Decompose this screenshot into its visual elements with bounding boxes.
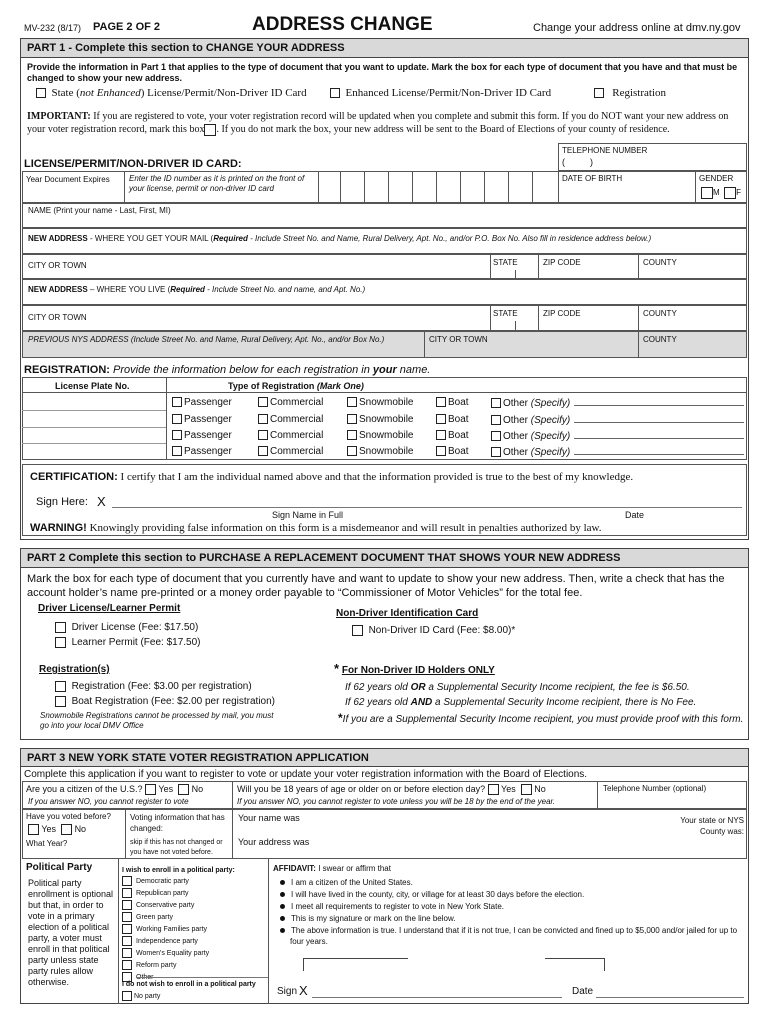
important-text-end: . If you do not mark the box, your new address will be sent to the Board of Elections of your county of residence. — [216, 124, 670, 135]
important-label: IMPORTANT: — [27, 111, 91, 122]
affidavit-text: I swear or affirm that — [315, 864, 391, 873]
checkbox[interactable] — [172, 446, 182, 456]
name-was-label: Your name was — [238, 813, 300, 823]
registration-type-option[interactable] — [436, 397, 469, 408]
checkbox[interactable] — [122, 948, 132, 958]
specify-label: (Specify) — [530, 398, 571, 409]
affidavit-item — [280, 925, 740, 947]
registration-type-label: Passenger — [184, 397, 232, 408]
label-note: - Include Street No. and name, and Apt. No.) — [204, 285, 366, 294]
part1-heading: PART 1 - Complete this section to CHANGE YOUR ADDRESS — [20, 38, 749, 58]
political-party-note: Political party enrollment is optional but that, in order to vote in a primary election of a political party, a voter must enroll in that political party unless state party rules allow otherwise. — [28, 878, 114, 987]
checkbox[interactable] — [172, 430, 182, 440]
registration-type-option[interactable] — [258, 414, 323, 425]
zip-label: ZIP CODE — [543, 309, 581, 318]
bullet-icon — [280, 904, 285, 909]
plate-column-header: License Plate No. — [55, 381, 130, 391]
signature-line[interactable] — [112, 507, 742, 508]
option-label: No party — [133, 992, 161, 1000]
voter-sign-label: Sign — [277, 986, 298, 997]
registration-type-option[interactable] — [347, 430, 413, 441]
registration-type-option[interactable] — [436, 414, 469, 425]
checkbox[interactable] — [172, 414, 182, 424]
checkbox[interactable] — [436, 397, 446, 407]
cert-statement: I certify that I am the individual named above and that the information provided is true to the best of my knowledge. — [117, 471, 634, 483]
cert-label: CERTIFICATION: — [30, 471, 118, 483]
checkbox[interactable] — [258, 397, 268, 407]
plate-row-divider — [22, 443, 166, 444]
specify-line[interactable] — [574, 446, 744, 455]
party-option[interactable] — [122, 948, 209, 958]
registration-type-option[interactable] — [436, 430, 469, 441]
specify-line[interactable] — [574, 430, 744, 439]
option-label: Boat Registration (Fee: $2.00 per registration) — [71, 696, 275, 708]
dl-heading: Driver License/Learner Permit — [38, 603, 181, 614]
affidavit-text: I will have lived in the county, city, or village for at least 30 days before the election. — [291, 890, 585, 899]
no-label: No — [534, 784, 546, 794]
registration-type-option[interactable] — [491, 397, 744, 409]
registration-type-option[interactable] — [172, 414, 232, 425]
signature-bracket-right — [545, 958, 605, 971]
asterisk: * — [334, 661, 340, 676]
option-label: Driver License (Fee: $17.50) — [71, 622, 199, 634]
registration-type-label: Other — [503, 398, 531, 409]
mailing-address-label — [28, 234, 651, 243]
checkbox[interactable] — [436, 414, 446, 424]
registration-type-label: Commercial — [270, 430, 324, 441]
gender-options — [701, 187, 741, 199]
voter-sign-x: X — [299, 983, 308, 998]
online-note: Change your address online at dmv.ny.gov — [533, 22, 741, 34]
registration-type-label: Passenger — [184, 430, 232, 441]
sign-x: X — [97, 494, 106, 509]
page-indicator: PAGE 2 OF 2 — [93, 21, 161, 33]
registration-type-label: Passenger — [184, 446, 232, 457]
checkbox[interactable] — [55, 622, 66, 633]
sign-full-label: Sign Name in Full — [272, 510, 344, 520]
party-label: Women's Equality party — [136, 949, 210, 957]
label-strong: NEW ADDRESS — [28, 285, 88, 294]
registration-type-label: Commercial — [270, 414, 324, 425]
registration-type-option[interactable] — [258, 446, 323, 457]
form-number: MV-232 (8/17) — [24, 23, 82, 33]
note-text: If you are a Supplemental Security Income recipient, you must provide proof with this form. — [342, 714, 744, 725]
sign-here-label: Sign Here: — [36, 496, 88, 508]
registration-type-option[interactable] — [491, 414, 744, 426]
checkbox[interactable] — [258, 446, 268, 456]
state-county-was-label: Your state or NYS County was: — [680, 816, 744, 836]
gender-m-checkbox[interactable] — [701, 187, 713, 199]
party-label: Conservative party — [136, 901, 195, 909]
checkbox[interactable] — [258, 414, 268, 424]
specify-label: (Specify) — [530, 431, 571, 442]
registration-type-label: Boat — [448, 414, 469, 425]
registration-type-option[interactable] — [172, 397, 232, 408]
warning-text — [30, 522, 601, 534]
voter-signature-line[interactable] — [312, 997, 562, 998]
political-party-heading: Political Party — [26, 862, 93, 873]
checkbox[interactable] — [258, 430, 268, 440]
registration-type-label: Snowmobile — [359, 397, 414, 408]
prev-city-label: CITY OR TOWN — [429, 335, 488, 344]
checkbox[interactable] — [172, 397, 182, 407]
checkbox[interactable] — [36, 88, 46, 98]
registration-type-label: Passenger — [184, 414, 232, 425]
specify-line[interactable] — [574, 414, 744, 423]
bullet-icon — [280, 880, 285, 885]
part3-intro: Complete this application if you want to register to vote or update your voter registration information with the Board of Elections. — [24, 769, 588, 780]
voted-before-label: Have you voted before? — [26, 812, 111, 821]
plate-row-divider — [22, 427, 166, 428]
previous-address-label: PREVIOUS NYS ADDRESS (Include Street No. and Name, Rural Delivery, Apt. No., and/or Box No.) — [28, 335, 385, 344]
ndid-heading: Non-Driver Identification Card — [336, 608, 479, 619]
registration-type-option[interactable] — [347, 414, 413, 425]
checkbox[interactable] — [122, 900, 132, 910]
citizen-note: If you answer NO, you cannot register to vote — [28, 797, 189, 806]
yes-label: Yes — [41, 824, 57, 834]
important-note — [27, 110, 747, 136]
non-driver-id-option[interactable] — [352, 625, 515, 636]
other-party-line[interactable] — [136, 977, 268, 978]
party-label: Independence party — [136, 937, 198, 945]
enter-id-label: Enter the ID number as it is printed on the front of your license, permit or non-driver ID card — [129, 174, 305, 193]
registration-fee-option[interactable] — [55, 681, 252, 692]
note-bold: OR — [410, 682, 426, 693]
enroll-heading: I wish to enroll in a political party: — [122, 867, 235, 874]
party-option[interactable] — [122, 876, 189, 886]
option-label: State ( — [51, 87, 80, 99]
year-expires-label: Year Document Expires — [26, 175, 110, 184]
zip-label: ZIP CODE — [543, 258, 581, 267]
checkbox[interactable] — [594, 88, 604, 98]
prev-county-label: COUNTY — [643, 335, 677, 344]
snowmobile-note: Snowmobile Registrations cannot be processed by mail, you must go into your local DMV Office — [40, 711, 274, 730]
county-label: COUNTY — [643, 258, 677, 267]
registration-type-label: Snowmobile — [359, 430, 414, 441]
option-registration[interactable] — [594, 87, 666, 99]
registration-type-option[interactable] — [172, 446, 232, 457]
plate-row-divider — [22, 410, 166, 411]
age-yes-checkbox[interactable] — [488, 784, 499, 795]
telephone-optional-label: Telephone Number (optional) — [603, 784, 707, 793]
type-col-note: (Mark One) — [316, 381, 364, 391]
address-was-label: Your address was — [238, 837, 310, 847]
registration-text-end: name. — [396, 364, 431, 376]
part1-intro: Provide the information in Part 1 that applies to the type of document that you want to update. Mark the box for each type of document that you have and that must be changed to show your new address. — [27, 62, 738, 83]
voted-before-options — [28, 824, 86, 835]
specify-label: (Specify) — [530, 415, 571, 426]
note-text-end: a Supplemental Security Income recipient, there is No Fee. — [432, 697, 697, 708]
voter-optout-checkbox[interactable] — [204, 124, 216, 136]
label-text: – WHERE YOU LIVE ( — [87, 285, 171, 294]
boat-registration-option[interactable] — [55, 696, 275, 707]
nd-62-or-note — [345, 682, 690, 693]
voted-no-checkbox[interactable] — [61, 824, 72, 835]
note-bold: AND — [410, 697, 433, 708]
dob-label: DATE OF BIRTH — [562, 174, 623, 183]
party-label: Working Families party — [136, 925, 208, 933]
registration-type-option[interactable] — [172, 430, 232, 441]
registration-type-label: Boat — [448, 446, 469, 457]
citizen-question — [26, 784, 203, 795]
voter-date-label: Date — [572, 986, 594, 997]
option-label: Non-Driver ID Card (Fee: $8.00)* — [368, 625, 516, 637]
registration-type-option[interactable] — [491, 430, 744, 442]
option-enhanced-license[interactable] — [330, 87, 551, 99]
affidavit-item — [280, 901, 740, 912]
party-label: Green party — [136, 913, 173, 921]
checkbox[interactable] — [436, 446, 446, 456]
age-question — [237, 784, 546, 795]
city-label: CITY OR TOWN — [28, 313, 87, 322]
license-heading: LICENSE/PERMIT/NON-DRIVER ID CARD: — [24, 158, 242, 170]
voter-date-line[interactable] — [596, 997, 744, 998]
state-label: STATE — [493, 258, 518, 267]
bullet-icon — [280, 928, 285, 933]
checkbox[interactable] — [122, 876, 132, 886]
note-text: If 62 years old — [345, 697, 411, 708]
registration-type-label: Commercial — [270, 397, 324, 408]
party-option[interactable] — [122, 912, 173, 922]
checkbox[interactable] — [436, 430, 446, 440]
bullet-icon — [280, 916, 285, 921]
voted-yes-checkbox[interactable] — [28, 824, 39, 835]
note-text-end: a Supplemental Security Income recipient, the fee is $6.50. — [425, 682, 690, 693]
specify-label: (Specify) — [530, 447, 571, 458]
citizen-yes-checkbox[interactable] — [145, 784, 156, 795]
option-label: Enhanced License/Permit/Non-Driver ID Card — [345, 87, 552, 99]
registration-type-option[interactable] — [347, 446, 413, 457]
label-text: - WHERE YOU GET YOUR MAIL ( — [87, 234, 214, 243]
no-party-option[interactable] — [122, 991, 160, 1001]
question-text: Will you be 18 years of age or older on or before election day? — [237, 784, 486, 794]
note-text: If 62 years old — [345, 682, 411, 693]
checkbox[interactable] — [55, 637, 66, 648]
registration-type-label: Snowmobile — [359, 414, 414, 425]
checkbox[interactable] — [122, 924, 132, 934]
certification-text — [30, 471, 633, 483]
no-enroll-label: I do not wish to enroll in a political party — [122, 981, 256, 988]
checkbox[interactable] — [330, 88, 340, 98]
asterisk: * — [338, 711, 343, 725]
registration-heading — [24, 364, 430, 376]
state-label: STATE — [493, 309, 518, 318]
checkbox[interactable] — [491, 447, 501, 457]
gender-f-label: F — [736, 188, 742, 198]
checkbox[interactable] — [122, 991, 132, 1001]
affidavit-text: I am a citizen of the United States. — [291, 878, 413, 887]
question-text: Are you a citizen of the U.S.? — [26, 784, 143, 794]
affidavit-text: I meet all requirements to register to vote in New York State. — [291, 902, 504, 911]
gender-m-label: M — [713, 188, 720, 198]
residence-address-label — [28, 285, 365, 294]
checkbox[interactable] — [347, 414, 357, 424]
type-column-header — [228, 381, 364, 391]
label-strong: NEW ADDRESS — [28, 234, 88, 243]
city-label: CITY OR TOWN — [28, 261, 87, 270]
registrations-heading: Registration(s) — [39, 664, 110, 675]
nd-only-heading — [334, 661, 495, 676]
what-year-label: What Year? — [26, 839, 68, 848]
affidavit-item — [280, 913, 740, 924]
registration-label: REGISTRATION: — [24, 364, 110, 376]
registration-type-label: Commercial — [270, 446, 324, 457]
checkbox[interactable] — [122, 912, 132, 922]
checkbox[interactable] — [347, 397, 357, 407]
registration-type-label: Other — [503, 431, 531, 442]
registration-text-bold: your — [372, 364, 397, 376]
warning-statement: Knowingly providing false information on this form is a misdemeanor and will result in penalties authorized by law. — [86, 522, 602, 534]
party-label: Republican party — [136, 889, 189, 897]
party-label: Other — [136, 973, 154, 981]
specify-line[interactable] — [574, 397, 744, 406]
option-label: Registration (Fee: $3.00 per registration) — [71, 681, 252, 693]
checkbox[interactable] — [491, 398, 501, 408]
registration-type-option[interactable] — [258, 397, 323, 408]
name-label: NAME (Print your name - Last, First, MI) — [28, 206, 171, 215]
page-title: ADDRESS CHANGE — [252, 14, 433, 35]
affidavit-heading — [273, 864, 391, 873]
bullet-icon — [280, 892, 285, 897]
registration-text: Provide the information below for each registration in — [109, 364, 373, 376]
party-option[interactable] — [122, 888, 189, 898]
yes-label: Yes — [158, 784, 174, 794]
checkbox[interactable] — [347, 430, 357, 440]
option-state-license[interactable] — [36, 87, 307, 99]
affidavit-text: The above information is true. I understand that if it is not true, I can be convicted and fined up to $5,000 and/or jailed for up to four years. — [290, 926, 738, 946]
voting-info-label: Voting information that has changed: — [130, 813, 225, 833]
yes-label: Yes — [501, 784, 516, 794]
part2-heading: PART 2 Complete this section to PURCHASE A REPLACEMENT DOCUMENT THAT SHOWS YOUR NEW ADDRESS — [20, 548, 749, 568]
gender-f-checkbox[interactable] — [724, 187, 736, 199]
party-option[interactable] — [122, 936, 198, 946]
checkbox[interactable] — [347, 446, 357, 456]
registration-type-label: Snowmobile — [359, 446, 414, 457]
registration-type-label: Other — [503, 415, 531, 426]
affidavit-label: AFFIDAVIT: — [273, 864, 316, 873]
part3-heading: PART 3 NEW YORK STATE VOTER REGISTRATION APPLICATION — [20, 748, 749, 767]
driver-license-option[interactable] — [55, 622, 198, 633]
checkbox[interactable] — [491, 431, 501, 441]
checkbox[interactable] — [122, 960, 132, 970]
checkbox[interactable] — [491, 415, 501, 425]
age-note: If you answer NO, you cannot register to vote unless you will be 18 by the end of the year. — [237, 797, 556, 806]
registration-type-label: Boat — [448, 430, 469, 441]
label-note: - Include Street No. and Name, Rural Delivery, Apt. No., and/or P.O. Box No. Also fill in residence address below.) — [247, 234, 652, 243]
date-label: Date — [625, 510, 645, 520]
affidavit-item — [280, 889, 740, 900]
label-required: Required — [213, 234, 248, 243]
checkbox[interactable] — [122, 936, 132, 946]
skip-note: skip if this has not changed or you have not voted before. — [130, 839, 223, 856]
option-label-italic: not Enhanced — [79, 87, 141, 99]
option-label: Learner Permit (Fee: $17.50) — [71, 637, 201, 649]
no-label: No — [74, 824, 87, 834]
label-required: Required — [170, 285, 205, 294]
no-label: No — [191, 784, 204, 794]
affidavit-text: This is my signature or mark on the line below. — [291, 914, 456, 923]
registration-type-option[interactable] — [258, 430, 323, 441]
option-label-end: ) License/Permit/Non-Driver ID Card — [140, 87, 307, 99]
warning-label: WARNING! — [30, 522, 87, 534]
telephone-label: TELEPHONE NUMBER — [562, 146, 648, 155]
checkbox[interactable] — [55, 696, 66, 707]
party-label: Reform party — [136, 961, 177, 969]
learner-permit-option[interactable] — [55, 637, 201, 648]
registration-type-option[interactable] — [347, 397, 413, 408]
registration-type-option[interactable] — [491, 446, 744, 458]
registration-type-label: Other — [503, 447, 531, 458]
type-col-label: Type of Registration — [228, 381, 317, 391]
important-text: If you are registered to vote, your voter registration record will be updated when you complete and submit this form. If you do NOT want your new address on your voter registration record, mark this box — [27, 111, 729, 135]
nd-62-and-note — [345, 697, 696, 708]
age-no-checkbox[interactable] — [521, 784, 532, 795]
citizen-no-checkbox[interactable] — [178, 784, 189, 795]
nd-only-label: For Non-Driver ID Holders ONLY — [341, 665, 495, 676]
checkbox[interactable] — [122, 888, 132, 898]
party-option[interactable] — [122, 900, 194, 910]
signature-bracket-left — [303, 958, 408, 971]
gender-label: GENDER — [699, 174, 734, 183]
party-option[interactable] — [122, 960, 176, 970]
affidavit-item — [280, 877, 740, 888]
nd-ssi-note — [338, 711, 743, 725]
registration-type-label: Boat — [448, 397, 469, 408]
telephone-paren: ( ) — [562, 157, 593, 167]
party-label: Democratic party — [136, 877, 189, 885]
checkbox[interactable] — [352, 625, 363, 636]
part2-intro: Mark the box for each type of document that you currently have and want to update to show your new address. Then, write a check that has the account holder’s name pre-printed or a money order payable to “Commissioner of Motor Vehicles” for the total fee. — [27, 573, 725, 599]
registration-type-option[interactable] — [436, 446, 469, 457]
option-label: Registration — [612, 87, 667, 99]
county-label: COUNTY — [643, 309, 677, 318]
party-option[interactable] — [122, 924, 207, 934]
checkbox[interactable] — [55, 681, 66, 692]
